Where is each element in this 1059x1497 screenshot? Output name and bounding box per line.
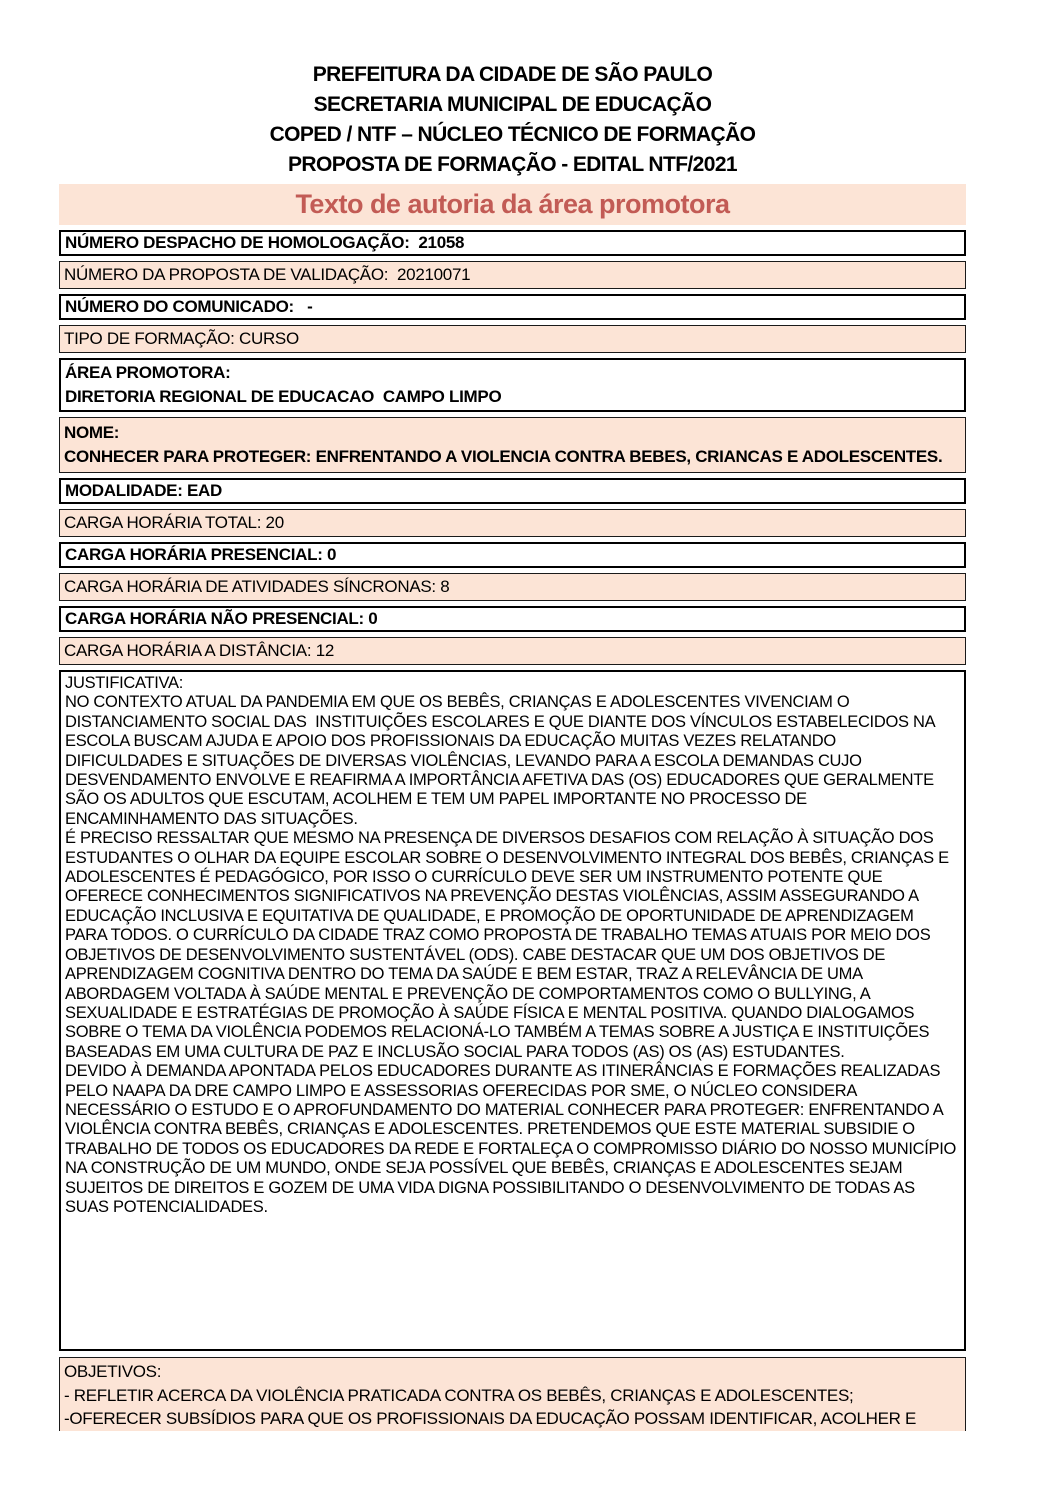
header-line-secretaria: SECRETARIA MUNICIPAL DE EDUCAÇÃO [313,93,712,116]
header-line-proposta-edital: PROPOSTA DE FORMAÇÃO - EDITAL NTF/2021 [288,153,737,176]
field-despacho-homologacao [59,230,966,256]
header-line-prefeitura: PREFEITURA DA CIDADE DE SÃO PAULO [312,63,713,86]
field-value: CARGA HORÁRIA DE ATIVIDADES SÍNCRONAS: 8 [64,577,450,596]
field-carga-horaria-presencial [59,542,966,568]
justificativa-paragraph-3: DEVIDO À DEMANDA APONTADA PELOS EDUCADORES DURANTE AS ITINERÂNCIAS E FORMAÇÕES REALIZADAS PELO NAAPA DA DRE CAMPO LIMPO E ASSESSORIAS OFERECIDAS POR SME, O NÚCLEO CONSIDERA NECESSÁRIO O ESTUDO E O APROFUNDAMENTO DO MATERIAL CONHECER PARA PROTEGER: ENFRENTANDO A VIOLÊNCIA CONTRA BEBÊS, CRIANÇAS E ADOLESCENTES. PRETENDEMOS QUE ESTE MATERIAL SUBSIDIE O TRABALHO DE TODOS OS EDUCADORES DA REDE E FORTALEÇA O COMPROMISSO DIÁRIO DO NOSSO MUNICÍPIO NA CONSTRUÇÃO DE UM MUNDO, ONDE SEJA POSSÍVEL QUE BEBÊS, CRIANÇAS E ADOLESCENTES SEJAM SUJEITOS DE DIREITOS E GOZEM DE UMA VIDA DIGNA POSSIBILITANDO O DESENVOLVIMENTO DE TODAS AS SUAS POTENCIALIDADES. [65,1062,961,1216]
justificativa-label: JUSTIFICATIVA: [65,674,184,692]
field-value: CARGA HORÁRIA NÃO PRESENCIAL: 0 [65,609,378,628]
field-tipo-formacao [59,325,966,353]
field-value: TIPO DE FORMAÇÃO: CURSO [64,329,299,348]
field-carga-horaria-total [59,509,966,537]
field-value: CARGA HORÁRIA TOTAL: 20 [64,513,284,532]
field-carga-horaria-distancia [59,637,966,665]
field-modalidade [59,478,966,504]
field-label: ÁREA PROMOTORA: [65,363,231,382]
field-numero-comunicado [59,294,966,320]
document-content [59,0,966,1431]
field-nome [59,417,966,473]
page-header [59,0,966,180]
banner-title: Texto de autoria da área promotora [295,189,730,219]
justificativa-paragraph-1: NO CONTEXTO ATUAL DA PANDEMIA EM QUE OS BEBÊS, CRIANÇAS E ADOLESCENTES VIVENCIAM O DISTANCIAMENTO SOCIAL DAS INSTITUIÇÕES ESCOLARES E QUE DIANTE DOS VÍNCULOS ESTABELECIDOS NA ESCOLA BUSCAM AJUDA E APOIO DOS PROFISSIONAIS DA EDUCAÇÃO MUITAS VEZES RELATANDO DIFICULDADES E SITUAÇÕES DE DIVERSAS VIOLÊNCIAS, LEVANDO PARA A ESCOLA DEMANDAS CUJO DESVENDAMENTO ENVOLVE E REAFIRMA A IMPORTÂNCIA AFETIVA DAS (OS) EDUCADORES QUE GERALMENTE SÃO OS ADULTOS QUE ESCUTAM, ACOLHEM E TEM UM PAPEL IMPORTANTE NO PROCESSO DE ENCAMINHAMENTO DAS SITUAÇÕES. [65,693,939,828]
justificativa-section [59,670,966,1351]
header-line-coped-ntf: COPED / NTF – NÚCLEO TÉCNICO DE FORMAÇÃO [269,123,756,146]
banner-texto-autoria [59,184,966,225]
objetivos-section [59,1357,966,1431]
field-value: CARGA HORÁRIA A DISTÂNCIA: 12 [64,641,334,660]
field-carga-horaria-nao-presencial [59,606,966,632]
objetivo-item-1: - REFLETIR ACERCA DA VIOLÊNCIA PRATICADA CONTRA OS BEBÊS, CRIANÇAS E ADOLESCENTES; [64,1385,854,1405]
field-value: NÚMERO DESPACHO DE HOMOLOGAÇÃO: 21058 [65,233,465,252]
field-value: CONHECER PARA PROTEGER: ENFRENTANDO A VIOLENCIA CONTRA BEBES, CRIANCAS E ADOLESCENTES. [64,447,943,466]
field-value: NÚMERO DO COMUNICADO: - [65,297,313,316]
field-area-promotora [59,358,966,412]
field-value: NÚMERO DA PROPOSTA DE VALIDAÇÃO: 20210071 [64,265,471,284]
field-value: DIRETORIA REGIONAL DE EDUCACAO CAMPO LIMPO [65,387,502,406]
objetivos-label: OBJETIVOS: [64,1362,162,1381]
field-carga-horaria-sincronas [59,573,966,601]
field-value: CARGA HORÁRIA PRESENCIAL: 0 [65,545,337,564]
objetivo-item-2: -OFERECER SUBSÍDIOS PARA QUE OS PROFISSIONAIS DA EDUCAÇÃO POSSAM IDENTIFICAR, ACOLHER E [64,1409,917,1428]
field-label: NOME: [64,423,120,442]
field-value: MODALIDADE: EAD [65,481,222,500]
justificativa-paragraph-2: É PRECISO RESSALTAR QUE MESMO NA PRESENÇA DE DIVERSOS DESAFIOS COM RELAÇÃO À SITUAÇÃO DOS ESTUDANTES O OLHAR DA EQUIPE ESCOLAR SOBRE O DESENVOLVIMENTO INTEGRAL DOS BEBÊS, CRIANÇAS E ADOLESCENTES É PEDAGÓGICO, POR ISSO O CURRÍCULO DEVE SER UM INSTRUMENTO POTENTE QUE OFERECE CONHECIMENTOS SIGNIFICATIVOS NA PREVENÇÃO DESTAS VIOLÊNCIAS, ASSIM ASSEGURANDO A EDUCAÇÃO INCLUSIVA E EQUITATIVA DE QUALIDADE, E PROMOÇÃO DE OPORTUNIDADE DE APRENDIZAGEM PARA TODOS. O CURRÍCULO DA CIDADE TRAZ COMO PROPOSTA DE TRABALHO TEMAS ATUAIS POR MEIO DOS OBJETIVOS DE DESENVOLVIMENTO SUSTENTÁVEL (ODS). CABE DESTACAR QUE UM DOS OBJETIVOS DE APRENDIZAGEM COGNITIVA DENTRO DO TEMA DA SAÚDE E BEM ESTAR, TRAZ A RELEVÂNCIA DE UMA ABORDAGEM VOLTADA À SAÚDE MENTAL E PREVENÇÃO DE COMPORTAMENTOS COMO O BULLYING, A SEXUALIDADE E ESTRATÉGIAS DE PROMOÇÃO À SAÚDE FÍSICA E MENTAL POSITIVA. QUANDO DIALOGAMOS SOBRE O TEMA DA VIOLÊNCIA PODEMOS RELACIONÁ-LO TAMBÉM A TEMAS SOBRE A JUSTIÇA E INSTITUIÇÕES BASEADAS EM UMA CULTURA DE PAZ E INCLUSÃO SOCIAL PARA TODOS (AS) OS (AS) ESTUDANTES. [65,829,953,1061]
field-proposta-validacao [59,261,966,289]
